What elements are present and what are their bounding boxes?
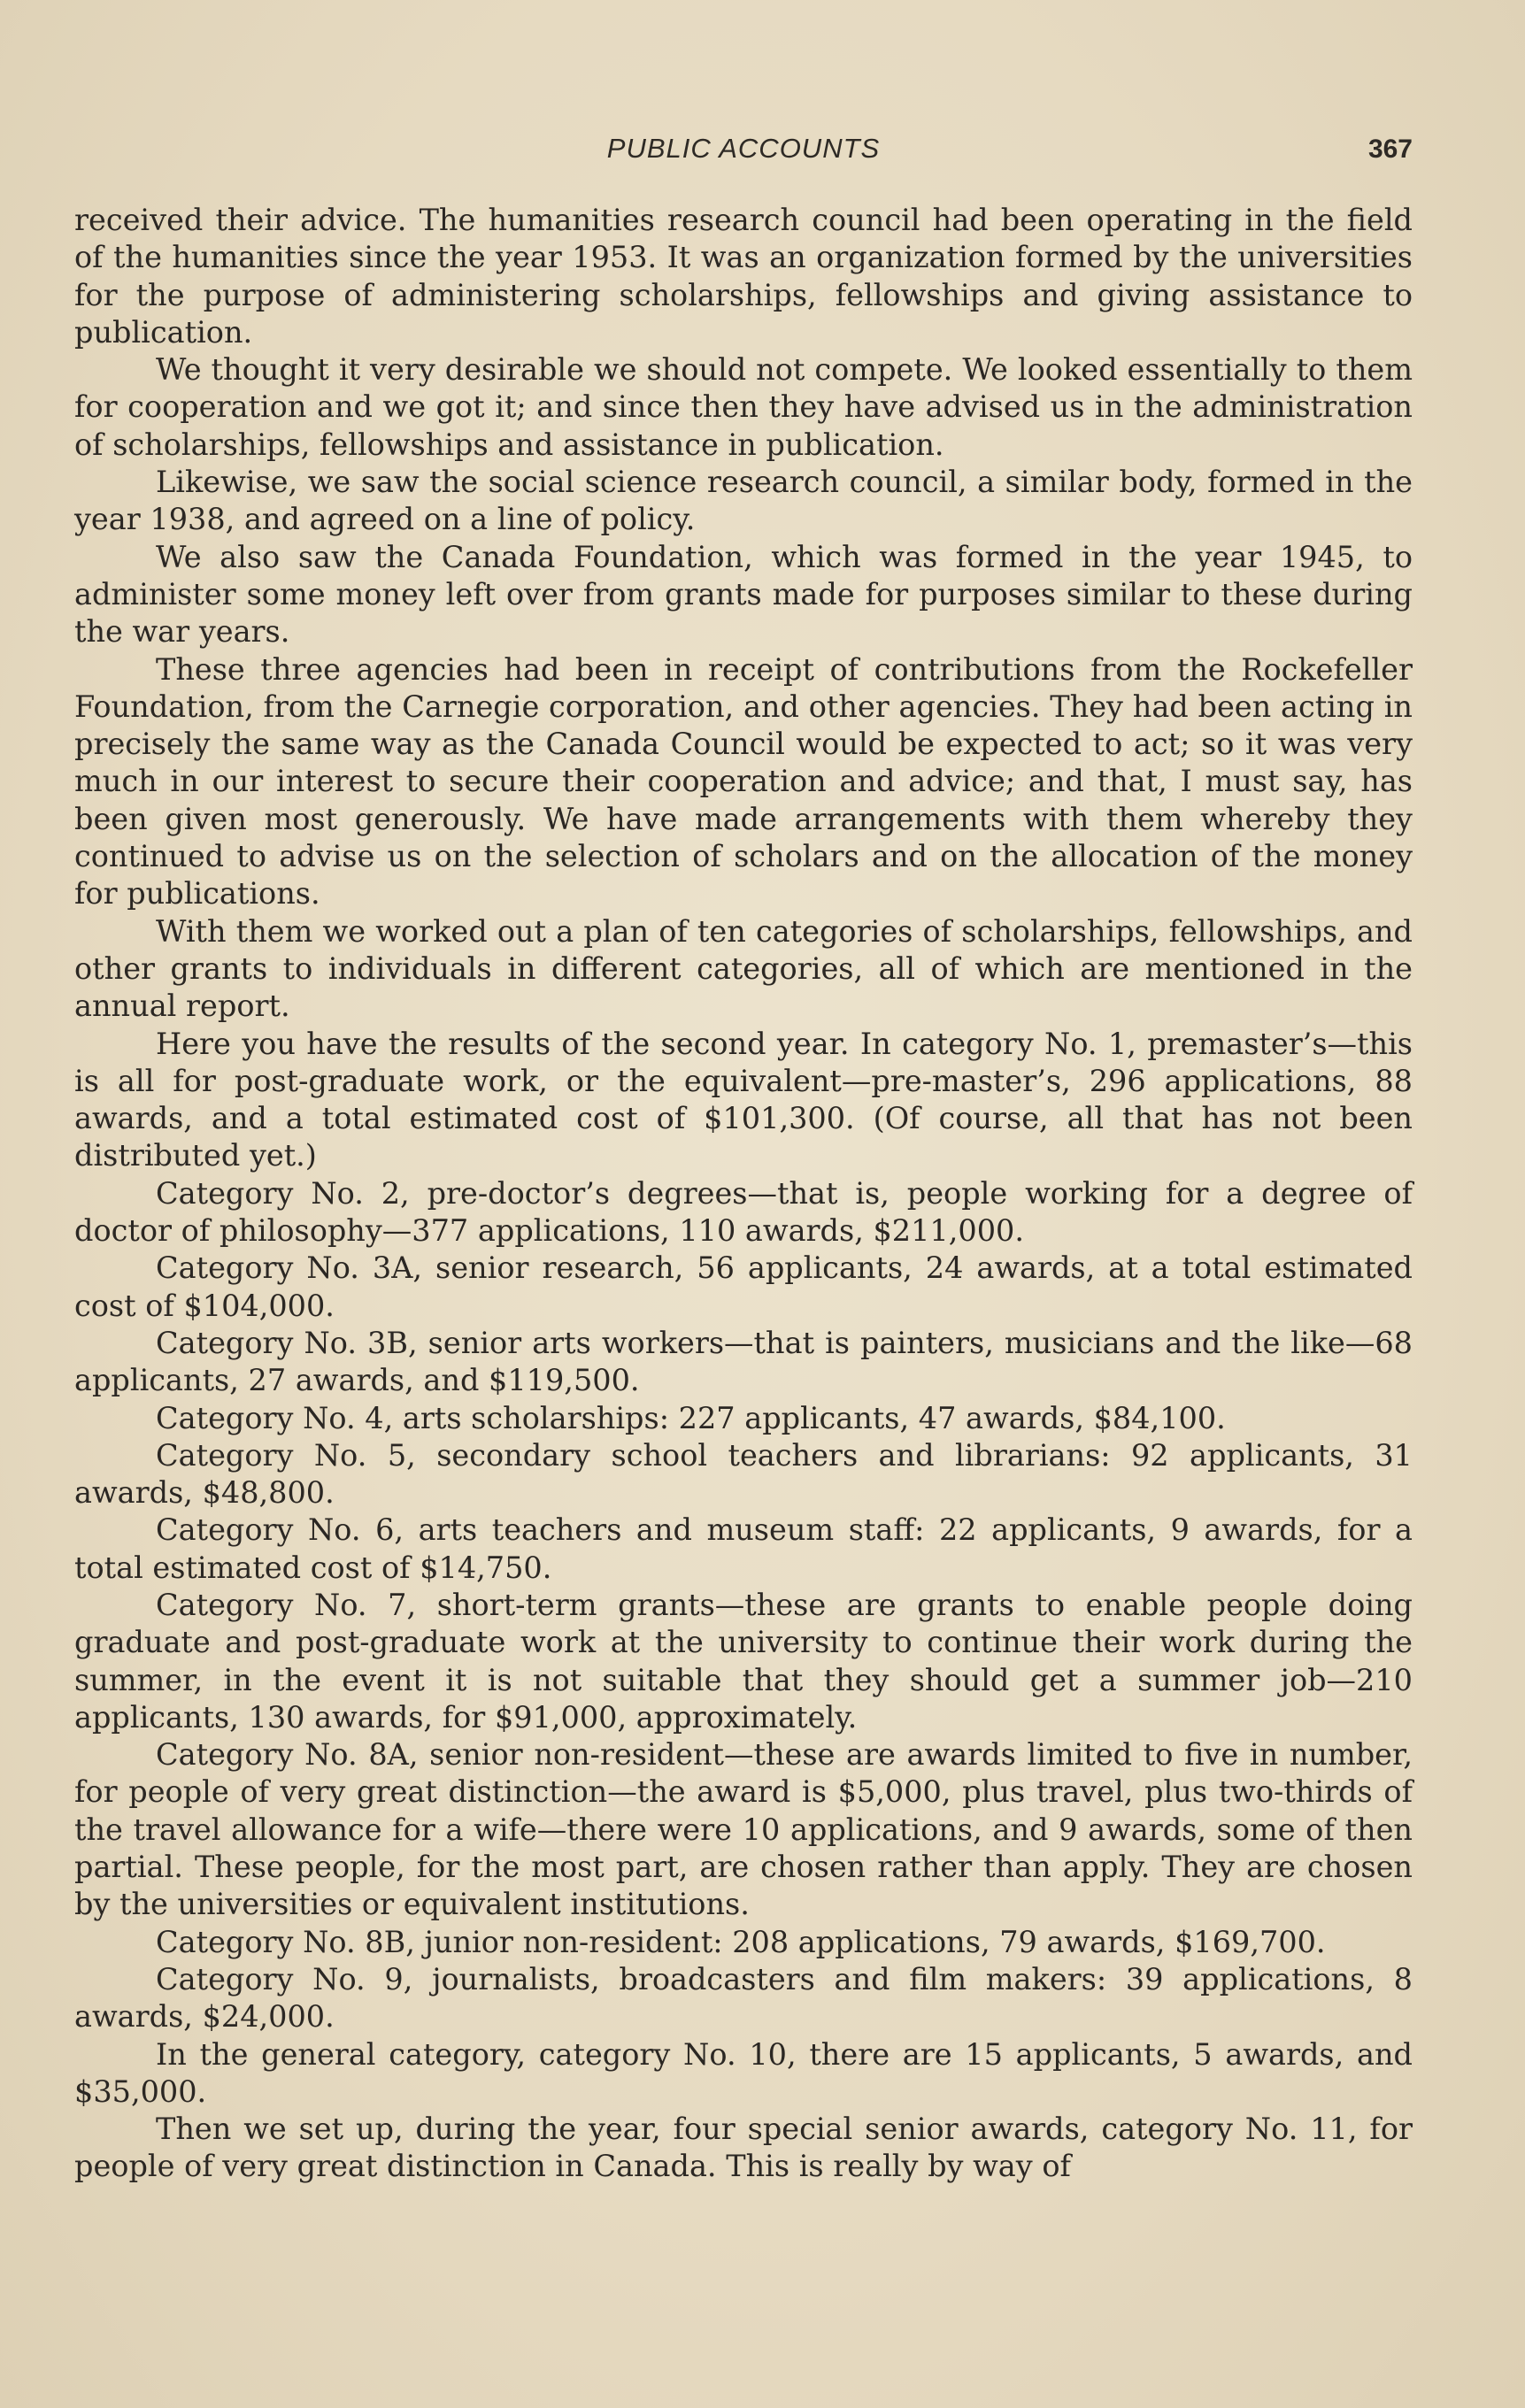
paragraph: These three agencies had been in receipt of contributions from the Rockefeller Foundation, from the Carnegie corporation, and other agencies. They had been acting in precisely the same way as the Canada Council would be expected to act; so it was very much in our interest to secure their cooperation and advice; and that, I must say, has been given most generously. We have made arrangements with them whereby they continued to advise us on the selection of scholars and on the allocation of the money for publications. bbox=[74, 651, 1413, 912]
paragraph: Category No. 8B, junior non-resident: 208 applications, 79 awards, $169,700. bbox=[156, 1924, 1326, 1959]
paragraph: Category No. 9, journalists, broadcasters and film makers: 39 applications, 8 awards, $24,000. bbox=[74, 1961, 1413, 2035]
page-header bbox=[74, 133, 1413, 172]
paragraph: Category No. 4, arts scholarships: 227 applicants, 47 awards, $84,100. bbox=[156, 1400, 1226, 1435]
paragraph: Category No. 3A, senior research, 56 applicants, 24 awards, at a total estimated cost of $104,000. bbox=[74, 1250, 1413, 1323]
paragraph: Category No. 5, secondary school teachers and librarians: 92 applicants, 31 awards, $48,800. bbox=[74, 1437, 1413, 1511]
paragraph: Likewise, we saw the social science research council, a similar body, formed in the year 1938, and agreed on a line of policy. bbox=[74, 465, 1413, 537]
paragraph: Here you have the results of the second year. In category No. 1, premaster’s—this is all for post-graduate work, or the equivalent—pre-master’s, 296 applications, 88 awards, and a total estimated cost of $101,300. (Of course, all that has not been distributed yet.) bbox=[74, 1026, 1413, 1173]
paragraph: We also saw the Canada Foundation, which was formed in the year 1945, to administer some money left over from grants made for purposes similar to these during the war years. bbox=[74, 539, 1413, 650]
paragraph: Category No. 3B, senior arts workers—that is painters, musicians and the like—68 applicants, 27 awards, and $119,500. bbox=[74, 1325, 1413, 1398]
paragraph: Then we set up, during the year, four special senior awards, category No. 11, for people of very great distinction in Canada. This is really by way of bbox=[74, 2112, 1413, 2184]
paragraph: Category No. 8A, senior non-resident—these are awards limited to five in number, for people of very great distinction—the award is $5,000, plus travel, plus two-thirds of the travel allowance for a wife—there were 10 applications, and 9 awards, some of then partial. These people, for the most part, are chosen rather than apply. They are chosen by the universities or equivalent institutions. bbox=[74, 1737, 1413, 1922]
body-text bbox=[74, 202, 1413, 2186]
running-head: PUBLIC ACCOUNTS bbox=[606, 133, 881, 164]
page-number: 367 bbox=[1367, 135, 1413, 164]
paragraph: received their advice. The humanities research council had been operating in the field of the humanities since the year 1953. It was an organization formed by the universities for the purpose of administering scholarships, fellowships and giving assistance to publication. bbox=[74, 203, 1413, 350]
paragraph: Category No. 7, short-term grants—these are grants to enable people doing graduate and post-graduate work at the university to continue their work during the summer, in the event it is not suitable that they should get a summer job—210 applicants, 130 awards, for $91,000, approximately. bbox=[74, 1587, 1413, 1735]
paragraph: Category No. 6, arts teachers and museum staff: 22 applicants, 9 awards, for a total estimated cost of $14,750. bbox=[74, 1512, 1413, 1585]
paragraph: In the general category, category No. 10, there are 15 applicants, 5 awards, and $35,000. bbox=[74, 2036, 1413, 2109]
paragraph: We thought it very desirable we should not compete. We looked essentially to them for cooperation and we got it; and since then they have advised us in the administration of scholarships, fellowships and assistance in publication. bbox=[74, 352, 1413, 462]
paragraph: With them we worked out a plan of ten categories of scholarships, fellowships, and other grants to individuals in different categories, all of which are mentioned in the annual report. bbox=[74, 913, 1413, 1024]
paragraph: Category No. 2, pre-doctor’s degrees—that is, people working for a degree of doctor of philosophy—377 applications, 110 awards, $211,000. bbox=[74, 1175, 1413, 1249]
